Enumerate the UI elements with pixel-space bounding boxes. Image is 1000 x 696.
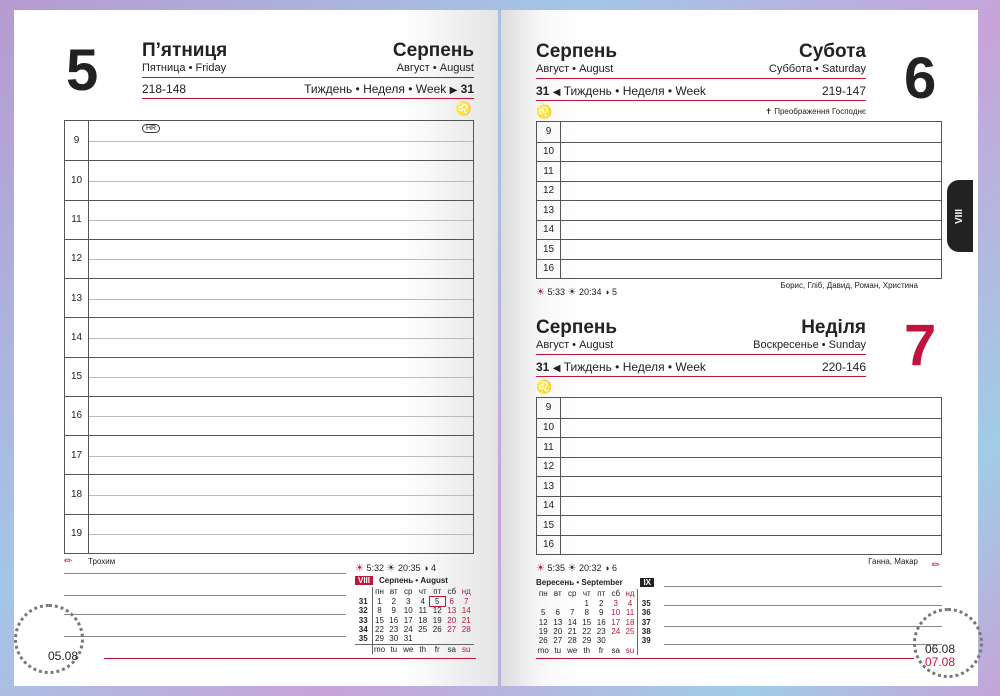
cal-header: сб — [611, 589, 621, 599]
week-label: Тиждень • Неделя • Week — [304, 82, 447, 96]
note-line[interactable] — [664, 644, 942, 645]
hour-label: 10 — [537, 419, 561, 438]
half-hour-line — [89, 338, 473, 339]
hour-label: 17 — [65, 436, 89, 474]
hour-row[interactable] — [537, 476, 941, 496]
calendar-week-row — [355, 597, 474, 606]
half-hour-line — [89, 141, 473, 142]
cal-footer: tu — [554, 645, 562, 655]
calendar-day: 3 — [406, 596, 411, 606]
cal-header: чт — [418, 587, 427, 597]
hour-label: 19 — [65, 515, 89, 553]
cal-footer: th — [583, 645, 591, 655]
hour-label: 10 — [65, 161, 89, 199]
hour-row[interactable] — [65, 121, 473, 160]
calendar-day — [551, 599, 566, 608]
hour-label: 11 — [537, 438, 561, 457]
hour-row[interactable] — [537, 259, 941, 279]
week-number: 31 — [460, 82, 474, 96]
calendar-day: 6 — [555, 608, 560, 618]
footer-date: 05.08 — [48, 649, 79, 663]
holiday-name: Преображення Господнє — [774, 107, 866, 116]
cal-header: сб — [447, 587, 457, 597]
calendar-day: 18 — [418, 615, 428, 625]
calendar-day: 5 — [541, 608, 546, 618]
sunrise-time: 5:35 — [547, 563, 566, 573]
half-hour-line — [89, 259, 473, 260]
calendar-week-row — [355, 625, 474, 634]
hour-row[interactable] — [537, 515, 941, 535]
week-number: 31 — [536, 84, 550, 98]
calendar-week-row — [536, 608, 655, 617]
calendar-day: 29 — [375, 634, 384, 644]
sunset-time: 20:34 — [579, 287, 602, 297]
calendar-day: 23 — [389, 625, 399, 635]
calendar-day: 4 — [627, 598, 633, 608]
half-hour-line — [89, 534, 473, 535]
sunset-icon: ☀ — [386, 563, 396, 574]
calendar-day: 8 — [377, 606, 382, 616]
hour-row[interactable] — [65, 514, 473, 553]
cross-icon: ✝ — [765, 107, 772, 116]
cal-header: вт — [389, 587, 398, 597]
note-line[interactable] — [664, 586, 942, 587]
mini-calendar-september — [536, 578, 655, 655]
hour-row[interactable] — [65, 396, 473, 435]
cal-footer: fr — [434, 644, 440, 654]
calendar-day: 18 — [625, 617, 635, 627]
calendar-day — [536, 599, 551, 608]
sunrise-icon: ☀ — [536, 287, 545, 298]
week-number-cell: 37 — [638, 618, 655, 627]
calendar-day: 28 — [567, 636, 577, 646]
calendar-day: 3 — [613, 598, 618, 608]
calendar-day: 12 — [432, 606, 442, 616]
calendar-week-row — [536, 636, 655, 645]
half-hour-line — [89, 377, 473, 378]
half-hour-line — [89, 456, 473, 457]
saturday-schedule-grid[interactable] — [536, 121, 942, 279]
calendar-day: 19 — [538, 627, 548, 637]
hour-label: 15 — [537, 516, 561, 535]
calendar-day — [565, 599, 580, 608]
cal-footer: mo — [373, 644, 386, 654]
leo-zodiac-icon: ♌ — [536, 104, 553, 119]
week-number-cell: 32 — [355, 606, 372, 615]
half-hour-line — [89, 299, 473, 300]
header-rule — [536, 78, 866, 79]
sunset-icon: ☀ — [567, 287, 577, 298]
hour-label: 13 — [65, 279, 89, 317]
day-name: П’ятниця — [142, 40, 228, 61]
hour-label: 9 — [537, 398, 561, 418]
note-line[interactable] — [64, 614, 346, 615]
cal-footer: su — [462, 644, 471, 654]
calendar-day: 11 — [418, 606, 427, 616]
calendar-day: 4 — [420, 596, 425, 606]
hour-row[interactable] — [537, 181, 941, 201]
calendar-day: 30 — [389, 634, 399, 644]
cal-footer: sa — [611, 645, 620, 655]
calendar-month-label: IX — [640, 578, 654, 587]
hour-row[interactable] — [537, 398, 941, 418]
day-name: Субота — [798, 41, 866, 62]
moon-icon: ◑ — [604, 287, 610, 297]
calendar-day: 1 — [584, 598, 589, 608]
sunset-time: 20:35 — [398, 563, 421, 573]
calendar-table — [536, 589, 655, 655]
footer-date-1: 06.08 — [925, 642, 956, 656]
week-label: Тиждень • Неделя • Week — [563, 360, 706, 374]
hour-label: 11 — [65, 201, 89, 239]
calendar-day: 14 — [567, 617, 577, 627]
hour-row[interactable] — [537, 122, 941, 142]
sunrise-icon: ☀ — [355, 563, 364, 574]
month-tab[interactable] — [947, 180, 973, 252]
hour-label: 12 — [537, 182, 561, 201]
month-sub: Август • August — [396, 62, 474, 74]
hour-label: 14 — [537, 497, 561, 516]
calendar-day — [430, 634, 445, 644]
day-of-year: 219-147 — [821, 84, 866, 98]
cal-header: ср — [568, 589, 577, 599]
calendar-week-row — [536, 599, 655, 608]
cal-footer: sa — [447, 644, 456, 654]
cal-header: ср — [404, 587, 413, 597]
calendar-day — [445, 634, 460, 644]
calendar-day: 21 — [461, 615, 471, 625]
calendar-day: 24 — [403, 625, 413, 635]
hour-row[interactable] — [65, 200, 473, 239]
leo-zodiac-icon: ♌ — [536, 379, 553, 394]
week-rule — [536, 376, 866, 377]
calendar-day: 14 — [461, 606, 471, 616]
cal-footer: th — [419, 644, 427, 654]
calendar-day: 2 — [391, 596, 396, 606]
sun-info — [536, 286, 617, 299]
hour-row[interactable] — [537, 220, 941, 240]
half-hour-line — [89, 495, 473, 496]
sunrise-icon: ☀ — [536, 563, 545, 574]
calendar-day: 2 — [599, 598, 604, 608]
calendar-table — [355, 587, 474, 654]
moon-phase: 4 — [431, 563, 437, 573]
day-number: 6 — [904, 46, 937, 111]
week-number-cell: 36 — [638, 608, 655, 617]
week-number-cell: 31 — [355, 597, 372, 606]
month-tab-label: VIII — [954, 208, 966, 224]
week-number-cell: 33 — [355, 616, 372, 625]
half-hour-line — [89, 416, 473, 417]
hour-row[interactable] — [65, 278, 473, 317]
week-arrow-icon: ◀ — [552, 87, 561, 98]
calendar-day: 20 — [553, 627, 563, 637]
calendar-day: 22 — [582, 627, 592, 637]
hour-label: 9 — [65, 121, 89, 160]
calendar-day: 17 — [403, 615, 413, 625]
hour-label: 16 — [65, 397, 89, 435]
moon-icon: ◑ — [604, 563, 610, 573]
calendar-title: Вересень • September — [536, 578, 623, 587]
calendar-day: 6 — [449, 596, 454, 606]
moon-phase: 6 — [612, 563, 618, 573]
hour-label: 16 — [537, 260, 561, 279]
hour-label: 12 — [65, 240, 89, 278]
week-info — [304, 82, 474, 98]
calendar-day: 1 — [377, 596, 382, 606]
calendar-day: 26 — [538, 636, 548, 646]
month-sub: Август • August — [536, 63, 614, 75]
hour-label: 14 — [65, 318, 89, 356]
cal-header: пн — [375, 587, 384, 597]
month-name: Серпень — [536, 317, 618, 338]
calendar-week-row — [536, 618, 655, 627]
calendar-day: 25 — [418, 625, 428, 635]
hour-label: 15 — [537, 240, 561, 259]
sun-info — [355, 562, 436, 575]
calendar-day: 15 — [582, 617, 592, 627]
week-number-cell: 39 — [638, 636, 655, 645]
hr-badge: HR — [142, 124, 160, 133]
hour-label: 12 — [537, 458, 561, 477]
week-rule — [536, 100, 866, 101]
calendar-day: 7 — [570, 608, 575, 618]
calendar-day: 11 — [625, 608, 635, 618]
left-schedule-grid[interactable] — [64, 120, 474, 554]
week-number-cell: 34 — [355, 625, 372, 634]
hour-row[interactable] — [65, 160, 473, 199]
header-rule — [142, 77, 474, 78]
right-page — [501, 10, 978, 686]
cal-header: пн — [538, 589, 548, 599]
note-line[interactable] — [64, 595, 346, 596]
day-name: Неділя — [801, 317, 866, 338]
day-number: 5 — [66, 38, 99, 103]
footer-rule — [536, 658, 914, 659]
cal-header: чт — [582, 589, 591, 599]
day-of-year: 218-148 — [142, 82, 187, 96]
hour-label: 14 — [537, 221, 561, 240]
week-label: Тиждень • Неделя • Week — [563, 84, 706, 98]
calendar-day: 26 — [432, 625, 442, 635]
calendar-day: 28 — [461, 625, 471, 635]
hour-row[interactable] — [65, 317, 473, 356]
note-line[interactable] — [664, 626, 942, 627]
sunrise-time: 5:33 — [547, 287, 566, 297]
hour-row[interactable] — [65, 474, 473, 513]
month-name: Серпень — [536, 41, 618, 62]
calendar-day: 17 — [611, 617, 621, 627]
week-number: 31 — [536, 360, 550, 374]
cal-footer: tu — [390, 644, 398, 654]
calendar-month-label: VIII — [355, 576, 373, 585]
half-hour-line — [89, 181, 473, 182]
calendar-day: 23 — [596, 627, 606, 637]
week-arrow-icon: ◀ — [552, 363, 561, 374]
moon-icon: ◑ — [423, 563, 429, 573]
calendar-week-row — [355, 634, 474, 644]
footer-rule — [104, 658, 476, 659]
cal-footer: mo — [537, 645, 549, 655]
calendar-day: 30 — [596, 636, 606, 646]
calendar-day: 7 — [464, 596, 469, 606]
note-line[interactable] — [64, 636, 346, 637]
calendar-day: 12 — [538, 617, 548, 627]
calendar-day — [623, 636, 638, 645]
calendar-day: 8 — [584, 608, 589, 618]
week-info — [536, 84, 706, 100]
pencil-icon: ✏ — [931, 560, 940, 571]
cal-footer: su — [625, 645, 635, 655]
footer-date-2: 07.08 — [925, 655, 956, 669]
week-info — [536, 360, 706, 376]
cal-header: вт — [553, 589, 562, 599]
calendar-week-row — [355, 606, 474, 615]
name-day: Трохим — [88, 557, 116, 566]
calendar-day — [459, 634, 474, 644]
calendar-day: 19 — [432, 615, 442, 625]
week-arrow-icon: ▶ — [449, 85, 458, 96]
pencil-icon: ✏ — [64, 556, 73, 567]
calendar-day: 16 — [389, 615, 399, 625]
cal-header: пт — [433, 587, 442, 597]
calendar-day: 24 — [611, 627, 621, 637]
half-hour-line — [89, 220, 473, 221]
calendar-day: 20 — [447, 615, 457, 625]
cal-footer: we — [403, 644, 414, 654]
moon-phase: 5 — [612, 287, 618, 297]
hour-row[interactable] — [537, 437, 941, 457]
hour-label: 16 — [537, 536, 561, 555]
page-corner-dots — [14, 604, 84, 674]
calendar-week-row — [355, 616, 474, 625]
hour-row[interactable] — [65, 435, 473, 474]
day-sub: Суббота • Saturday — [768, 63, 866, 75]
cal-header: пт — [597, 589, 606, 599]
hour-label: 13 — [537, 477, 561, 496]
month-name: Серпень — [392, 40, 474, 61]
leo-zodiac-icon: ♌ — [455, 101, 472, 116]
holiday-text — [765, 107, 866, 116]
sunset-icon: ☀ — [567, 563, 577, 574]
cal-footer: we — [567, 645, 578, 655]
cal-footer: fr — [598, 645, 604, 655]
name-day: Ганна, Макар — [868, 557, 918, 566]
week-number-cell: 35 — [355, 634, 372, 644]
calendar-day: 27 — [447, 625, 457, 635]
calendar-day: 21 — [567, 627, 577, 637]
day-sub: Пятница • Friday — [142, 62, 227, 74]
calendar-day — [609, 636, 624, 645]
calendar-day: 16 — [596, 617, 606, 627]
hour-row[interactable] — [537, 535, 941, 555]
hour-row[interactable] — [537, 496, 941, 516]
calendar-title: Серпень • August — [379, 576, 448, 585]
week-rule — [142, 98, 474, 99]
sun-info — [536, 562, 617, 575]
sunrise-time: 5:32 — [366, 563, 385, 573]
calendar-day: 29 — [582, 636, 592, 646]
calendar-day: 10 — [611, 608, 621, 618]
calendar-day: 9 — [391, 606, 396, 616]
day-number: 7 — [904, 313, 937, 378]
mini-calendar-august — [355, 576, 474, 654]
name-day: Борис, Гліб, Давид, Роман, Христина — [780, 281, 918, 290]
week-number-cell: 38 — [638, 627, 655, 636]
calendar-day: 27 — [553, 636, 563, 646]
calendar-week-row — [536, 627, 655, 636]
hour-label: 15 — [65, 358, 89, 396]
note-line[interactable] — [664, 605, 942, 606]
hour-label: 10 — [537, 143, 561, 162]
cal-header: нд — [461, 587, 471, 597]
day-of-year: 220-146 — [821, 360, 866, 374]
left-page — [14, 10, 498, 686]
hour-row[interactable] — [537, 457, 941, 477]
sunset-time: 20:32 — [579, 563, 602, 573]
calendar-day: 13 — [447, 606, 457, 616]
calendar-day: 22 — [375, 625, 384, 635]
calendar-day: 9 — [599, 608, 604, 618]
hour-row[interactable] — [65, 357, 473, 396]
month-sub: Август • August — [536, 339, 614, 351]
calendar-day: 31 — [403, 634, 413, 644]
hour-label: 9 — [537, 122, 561, 142]
sunday-schedule-grid[interactable] — [536, 397, 942, 555]
calendar-day: 25 — [625, 627, 635, 637]
hour-row[interactable] — [537, 418, 941, 438]
hour-row[interactable] — [537, 239, 941, 259]
calendar-day: 10 — [403, 606, 413, 616]
cal-header: нд — [625, 589, 635, 599]
hour-row[interactable] — [537, 200, 941, 220]
calendar-day: 5 — [430, 597, 445, 606]
hour-row[interactable] — [537, 161, 941, 181]
hour-label: 11 — [537, 162, 561, 181]
note-line[interactable] — [64, 573, 346, 574]
calendar-day — [416, 634, 431, 644]
header-rule — [536, 354, 866, 355]
week-number-cell: 35 — [638, 599, 655, 608]
day-sub: Воскресенье • Sunday — [753, 339, 866, 351]
hour-label: 13 — [537, 201, 561, 220]
calendar-day: 15 — [375, 615, 384, 625]
calendar-day: 13 — [553, 617, 563, 627]
hour-label: 18 — [65, 475, 89, 513]
hour-row[interactable] — [65, 239, 473, 278]
hour-row[interactable] — [537, 142, 941, 162]
